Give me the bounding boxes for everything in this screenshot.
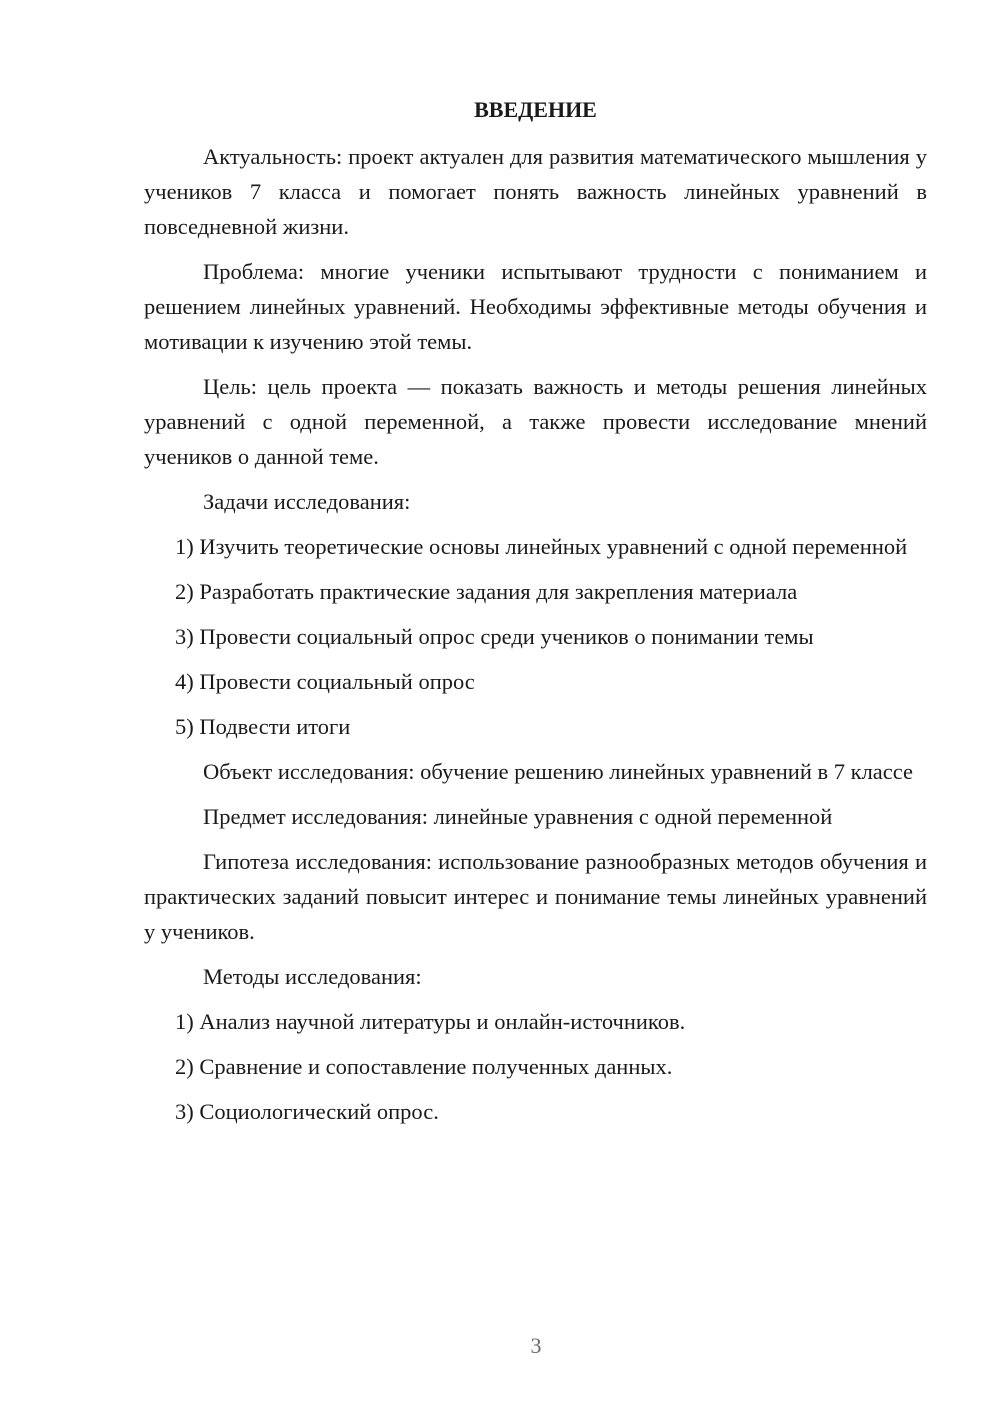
task-item: 1) Изучить теоретические основы линейных уравнений с одной переменной xyxy=(175,534,908,559)
task-item: 4) Провести социальный опрос xyxy=(175,669,475,694)
subject-paragraph: Предмет исследования: линейные уравнения с одной переменной xyxy=(203,804,833,829)
section-title: ВВЕДЕНИЕ xyxy=(474,97,597,122)
method-item: 1) Анализ научной литературы и онлайн-источников. xyxy=(175,1009,686,1034)
document-page xyxy=(144,92,927,1139)
methods-heading: Методы исследования: xyxy=(203,964,422,989)
problem-paragraph: Проблема: многие ученики испытывают трудности с пониманием и решением линейных уравнений. Необходимы эффективные методы обучения и мотивации к изучению этой темы. xyxy=(144,259,927,354)
task-item: 3) Провести социальный опрос среди учеников о понимании темы xyxy=(175,624,814,649)
method-item: 2) Сравнение и сопоставление полученных данных. xyxy=(175,1054,673,1079)
relevance-paragraph: Актуальность: проект актуален для развития математического мышления у учеников 7 класса и помогает понять важность линейных уравнений в повседневной жизни. xyxy=(144,144,927,239)
goal-paragraph: Цель: цель проекта — показать важность и методы решения линейных уравнений с одной переменной, а также провести исследование мнений учеников о данной теме. xyxy=(144,374,927,469)
page-number: 3 xyxy=(530,1333,542,1358)
task-item: 2) Разработать практические задания для закрепления материала xyxy=(175,579,798,604)
object-paragraph: Объект исследования: обучение решению линейных уравнений в 7 классе xyxy=(203,759,914,784)
hypothesis-paragraph: Гипотеза исследования: использование разнообразных методов обучения и практических заданий повысит интерес и понимание темы линейных уравнений у учеников. xyxy=(144,849,927,944)
method-item: 3) Социологический опрос. xyxy=(175,1099,439,1124)
task-item: 5) Подвести итоги xyxy=(175,714,351,739)
tasks-heading: Задачи исследования: xyxy=(203,489,411,514)
